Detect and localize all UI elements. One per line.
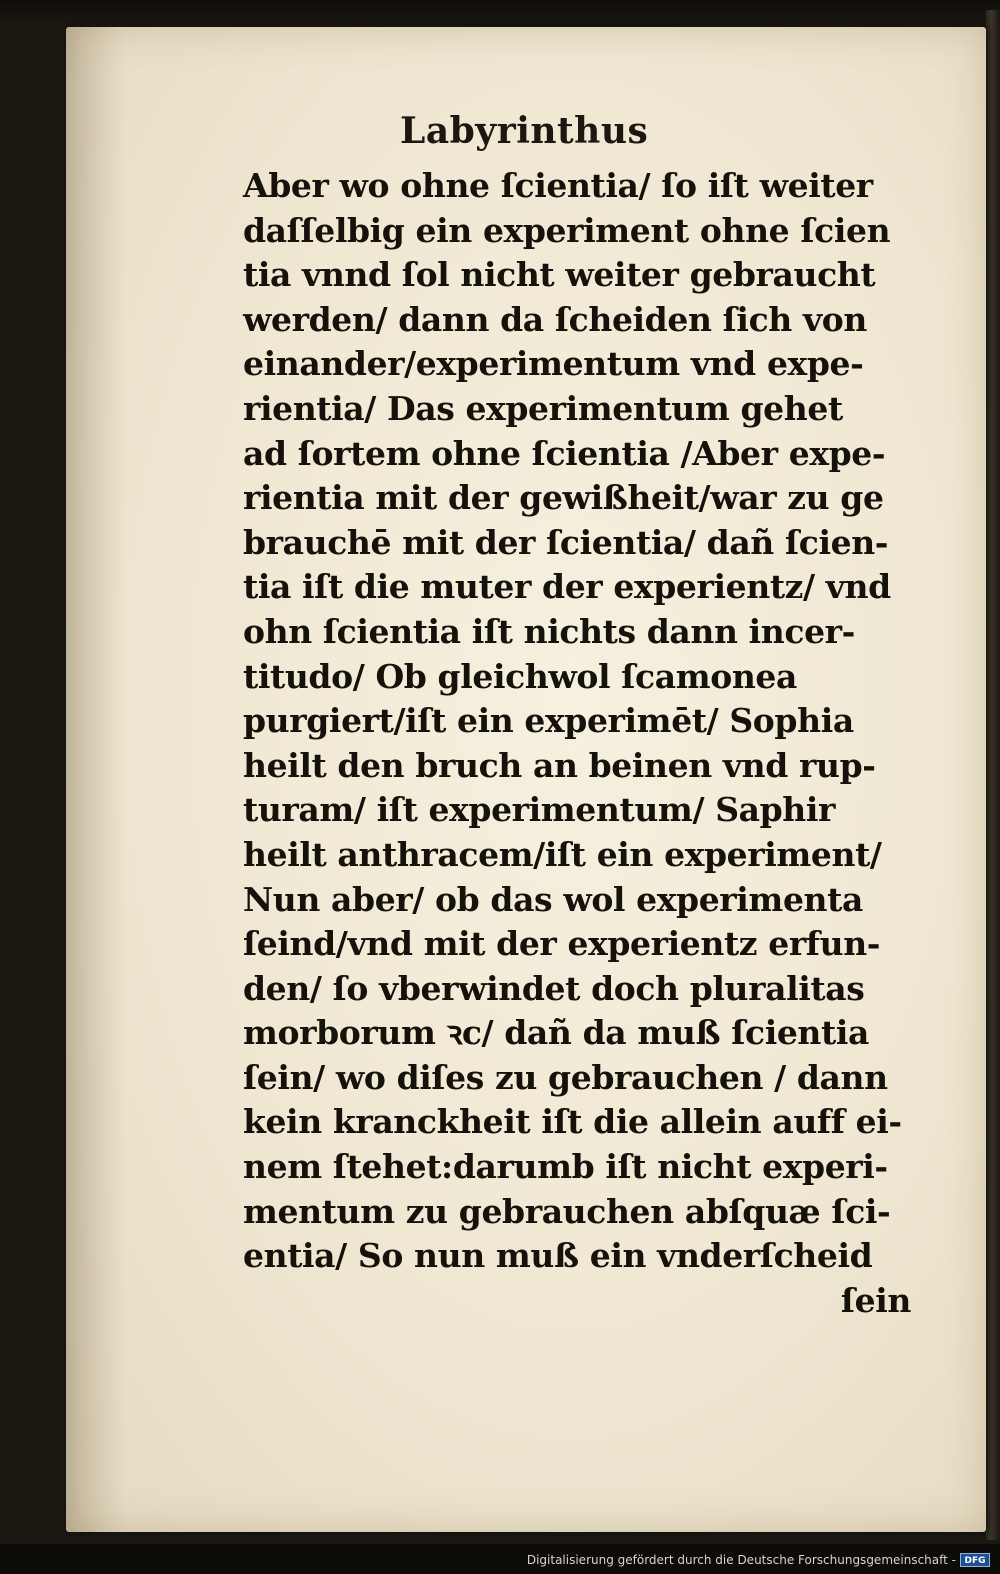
text-line: heilt den bruch an beinen vnd rup- xyxy=(243,745,876,785)
book-edge xyxy=(986,10,1000,1540)
running-head: Labyrinthus xyxy=(400,110,649,152)
text-line: nem ſtehet:darumb iſt nicht experi- xyxy=(243,1147,888,1187)
text-line: kein kranckheit iſt die allein auff ei- xyxy=(243,1102,902,1142)
text-line: rientia/ Das experimentum gehet xyxy=(243,388,843,428)
text-line: tia vnnd ſol nicht weiter gebraucht xyxy=(243,255,876,295)
text-line: Nun aber/ ob das wol experimenta xyxy=(243,879,863,919)
text-line: mentum zu gebrauchen abſquæ ſci- xyxy=(243,1191,891,1231)
page-gutter-shadow xyxy=(66,27,126,1532)
footer-bar xyxy=(0,1544,1000,1574)
text-line: Aber wo ohne ſcientia/ ſo iſt weiter xyxy=(243,166,873,205)
text-line: ad ſortem ohne ſcientia /Aber expe- xyxy=(243,433,886,473)
text-line: daſſelbig ein experiment ohne ſcien xyxy=(243,210,891,250)
text-line: ſeind/vnd mit der experientz erfun- xyxy=(243,924,881,964)
text-line: turam/ iſt experimentum/ Saphir xyxy=(243,790,835,830)
text-line: purgiert/iſt ein experimēt/ Sophia xyxy=(243,701,854,741)
text-line: tia iſt die muter der experientz/ vnd xyxy=(243,567,891,607)
text-block xyxy=(243,164,923,1323)
text-line: brauchē mit der ſcientia/ dañ ſcien- xyxy=(243,522,889,562)
dfg-logo: DFG xyxy=(960,1553,990,1567)
text-line: rientia mit der gewißheit/war zu ge xyxy=(243,478,884,518)
text-line: einander/experimentum vnd expe- xyxy=(243,344,864,384)
text-line: werden/ dann da ſcheiden ſich von xyxy=(243,299,867,339)
text-line: den/ ſo vberwindet doch pluralitas xyxy=(243,968,865,1008)
catchword: ſein xyxy=(840,1280,911,1320)
text-line: heilt anthracem/iſt ein experiment/ xyxy=(243,834,882,874)
text-line: entia/ So nun muß ein vnderſcheid xyxy=(243,1236,873,1276)
text-line: ſein/ wo diſes zu gebrauchen / dann xyxy=(243,1057,888,1097)
scan-backdrop-top xyxy=(0,0,1000,30)
text-line: morborum ꝛc/ dañ da muß ſcientia xyxy=(243,1013,869,1053)
text-line: ohn ſcientia iſt nichts dann incer- xyxy=(243,611,855,651)
text-line: titudo/ Ob gleichwol ſcamonea xyxy=(243,656,797,696)
funding-credit: Digitalisierung gefördert durch die Deutsche Forschungsgemeinschaft - xyxy=(526,1553,956,1567)
